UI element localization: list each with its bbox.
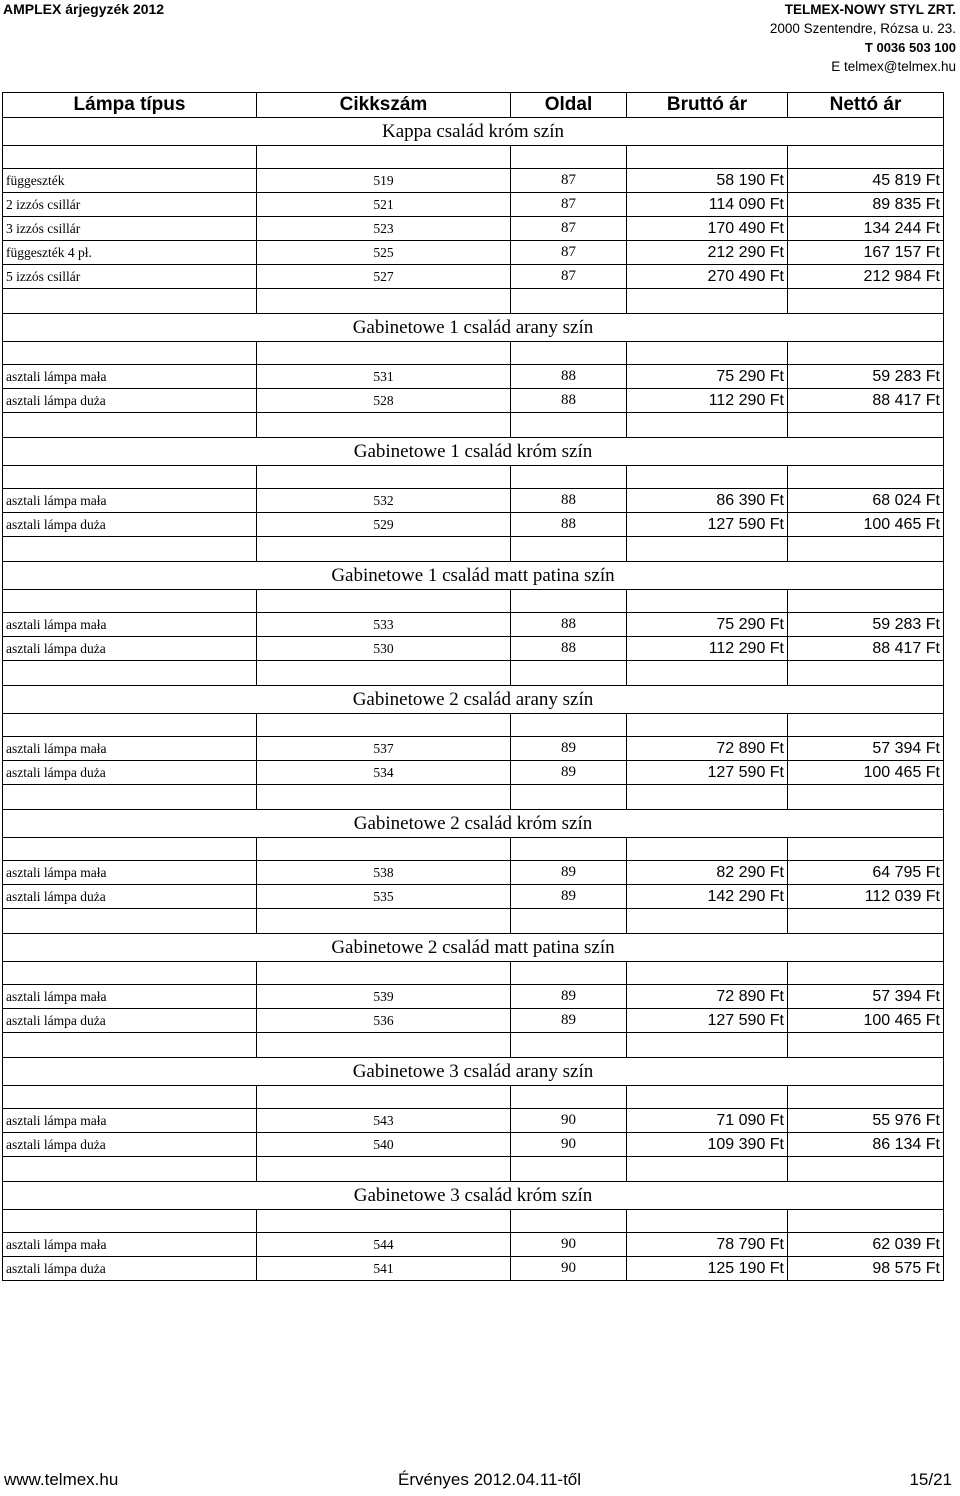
empty-cell [627, 590, 788, 613]
empty-cell [627, 838, 788, 861]
item-code: 537 [257, 737, 511, 761]
spacer-row [3, 1086, 944, 1109]
table-row [3, 1009, 944, 1033]
item-code: 531 [257, 365, 511, 389]
empty-cell [3, 1157, 257, 1182]
gross-price: 114 090 Ft [627, 193, 788, 217]
empty-cell [511, 785, 627, 810]
spacer-row [3, 590, 944, 613]
lamp-type: 2 izzós csillár [3, 193, 257, 217]
spacer-row [3, 785, 944, 810]
group-title-row [3, 438, 944, 466]
empty-cell [257, 785, 511, 810]
empty-cell [627, 1033, 788, 1058]
net-price: 98 575 Ft [788, 1257, 944, 1281]
empty-cell [788, 466, 944, 489]
empty-cell [257, 838, 511, 861]
price-table [2, 92, 944, 1281]
group-title: Kappa család króm szín [3, 118, 944, 146]
net-price: 86 134 Ft [788, 1133, 944, 1157]
empty-cell [511, 838, 627, 861]
empty-cell [627, 537, 788, 562]
table-row [3, 265, 944, 289]
lamp-type: asztali lámpa mała [3, 1109, 257, 1133]
empty-cell [788, 537, 944, 562]
item-code: 528 [257, 389, 511, 413]
spacer-row [3, 413, 944, 438]
lamp-type: asztali lámpa mała [3, 985, 257, 1009]
spacer-row [3, 537, 944, 562]
group-title-row [3, 810, 944, 838]
table-row [3, 1257, 944, 1281]
empty-cell [3, 1033, 257, 1058]
item-code: 536 [257, 1009, 511, 1033]
empty-cell [511, 146, 627, 169]
empty-cell [788, 146, 944, 169]
empty-cell [788, 590, 944, 613]
catalog-page: 88 [511, 365, 627, 389]
gross-price: 127 590 Ft [627, 1009, 788, 1033]
column-header-type: Lámpa típus [3, 93, 257, 118]
net-price: 100 465 Ft [788, 1009, 944, 1033]
group-title-row [3, 1058, 944, 1086]
catalog-page: 87 [511, 241, 627, 265]
empty-cell [3, 1210, 257, 1233]
empty-cell [257, 1086, 511, 1109]
empty-cell [788, 1157, 944, 1182]
net-price: 212 984 Ft [788, 265, 944, 289]
empty-cell [257, 146, 511, 169]
empty-cell [511, 342, 627, 365]
net-price: 100 465 Ft [788, 761, 944, 785]
empty-cell [788, 661, 944, 686]
group-title-row [3, 1182, 944, 1210]
gross-price: 82 290 Ft [627, 861, 788, 885]
empty-cell [627, 1157, 788, 1182]
empty-cell [257, 289, 511, 314]
spacer-row [3, 146, 944, 169]
empty-cell [257, 1157, 511, 1182]
gross-price: 71 090 Ft [627, 1109, 788, 1133]
empty-cell [3, 962, 257, 985]
catalog-page: 89 [511, 861, 627, 885]
catalog-page: 90 [511, 1133, 627, 1157]
net-price: 64 795 Ft [788, 861, 944, 885]
catalog-page: 89 [511, 737, 627, 761]
item-code: 544 [257, 1233, 511, 1257]
company-block [656, 0, 956, 76]
empty-cell [627, 1210, 788, 1233]
lamp-type: asztali lámpa duża [3, 1133, 257, 1157]
group-title: Gabinetowe 3 család arany szín [3, 1058, 944, 1086]
item-code: 534 [257, 761, 511, 785]
empty-cell [627, 909, 788, 934]
empty-cell [627, 714, 788, 737]
empty-cell [511, 909, 627, 934]
lamp-type: függeszték [3, 169, 257, 193]
gross-price: 212 290 Ft [627, 241, 788, 265]
empty-cell [511, 1086, 627, 1109]
gross-price: 112 290 Ft [627, 389, 788, 413]
table-body [3, 118, 944, 1281]
group-title-row [3, 562, 944, 590]
item-code: 525 [257, 241, 511, 265]
item-code: 538 [257, 861, 511, 885]
item-code: 529 [257, 513, 511, 537]
lamp-type: asztali lámpa duża [3, 637, 257, 661]
table-row [3, 637, 944, 661]
spacer-row [3, 466, 944, 489]
lamp-type: asztali lámpa mała [3, 861, 257, 885]
lamp-type: asztali lámpa duża [3, 513, 257, 537]
net-price: 62 039 Ft [788, 1233, 944, 1257]
empty-cell [788, 289, 944, 314]
empty-cell [788, 342, 944, 365]
empty-cell [3, 714, 257, 737]
spacer-row [3, 661, 944, 686]
empty-cell [788, 1033, 944, 1058]
net-price: 57 394 Ft [788, 985, 944, 1009]
empty-cell [3, 661, 257, 686]
lamp-type: asztali lámpa mała [3, 365, 257, 389]
catalog-page: 88 [511, 513, 627, 537]
spacer-row [3, 1210, 944, 1233]
spacer-row [3, 962, 944, 985]
catalog-page: 87 [511, 265, 627, 289]
item-code: 532 [257, 489, 511, 513]
net-price: 100 465 Ft [788, 513, 944, 537]
empty-cell [511, 537, 627, 562]
column-header-gross: Bruttó ár [627, 93, 788, 118]
group-title: Gabinetowe 2 család arany szín [3, 686, 944, 714]
empty-cell [511, 1033, 627, 1058]
empty-cell [511, 590, 627, 613]
empty-cell [627, 413, 788, 438]
net-price: 68 024 Ft [788, 489, 944, 513]
group-title: Gabinetowe 2 család matt patina szín [3, 934, 944, 962]
empty-cell [257, 537, 511, 562]
group-title-row [3, 314, 944, 342]
item-code: 539 [257, 985, 511, 1009]
item-code: 535 [257, 885, 511, 909]
item-code: 540 [257, 1133, 511, 1157]
catalog-page: 87 [511, 193, 627, 217]
table-row [3, 241, 944, 265]
item-code: 527 [257, 265, 511, 289]
gross-price: 86 390 Ft [627, 489, 788, 513]
lamp-type: asztali lámpa duża [3, 761, 257, 785]
net-price: 89 835 Ft [788, 193, 944, 217]
catalog-page: 89 [511, 1009, 627, 1033]
group-title-row [3, 934, 944, 962]
empty-cell [3, 785, 257, 810]
table-row [3, 365, 944, 389]
empty-cell [627, 1086, 788, 1109]
lamp-type: asztali lámpa duża [3, 389, 257, 413]
item-code: 543 [257, 1109, 511, 1133]
gross-price: 125 190 Ft [627, 1257, 788, 1281]
group-title-row [3, 118, 944, 146]
catalog-page: 88 [511, 637, 627, 661]
lamp-type: asztali lámpa mała [3, 737, 257, 761]
empty-cell [627, 146, 788, 169]
gross-price: 72 890 Ft [627, 985, 788, 1009]
group-title-row [3, 686, 944, 714]
net-price: 57 394 Ft [788, 737, 944, 761]
empty-cell [788, 1210, 944, 1233]
empty-cell [627, 962, 788, 985]
gross-price: 58 190 Ft [627, 169, 788, 193]
lamp-type: függeszték 4 pł. [3, 241, 257, 265]
empty-cell [627, 466, 788, 489]
net-price: 59 283 Ft [788, 365, 944, 389]
column-header-code: Cikkszám [257, 93, 511, 118]
empty-cell [627, 342, 788, 365]
spacer-row [3, 714, 944, 737]
document-title: AMPLEX árjegyzék 2012 [3, 1, 165, 17]
net-price: 88 417 Ft [788, 389, 944, 413]
empty-cell [788, 909, 944, 934]
footer-validity: Érvényes 2012.04.11-től [398, 1470, 582, 1489]
table-row [3, 1233, 944, 1257]
group-title: Gabinetowe 1 család arany szín [3, 314, 944, 342]
gross-price: 270 490 Ft [627, 265, 788, 289]
empty-cell [3, 466, 257, 489]
empty-cell [788, 838, 944, 861]
empty-cell [257, 661, 511, 686]
empty-cell [3, 413, 257, 438]
net-price: 112 039 Ft [788, 885, 944, 909]
item-code: 533 [257, 613, 511, 637]
page-footer [0, 1470, 960, 1496]
table-row [3, 985, 944, 1009]
column-header-page: Oldal [511, 93, 627, 118]
table-row [3, 1109, 944, 1133]
gross-price: 75 290 Ft [627, 365, 788, 389]
empty-cell [511, 962, 627, 985]
empty-cell [3, 342, 257, 365]
group-title: Gabinetowe 3 család króm szín [3, 1182, 944, 1210]
group-title: Gabinetowe 1 család króm szín [3, 438, 944, 466]
spacer-row [3, 838, 944, 861]
empty-cell [511, 714, 627, 737]
catalog-page: 88 [511, 389, 627, 413]
empty-cell [3, 289, 257, 314]
lamp-type: asztali lámpa duża [3, 1257, 257, 1281]
footer-page-number: 15/21 [909, 1470, 952, 1489]
spacer-row [3, 289, 944, 314]
empty-cell [788, 1086, 944, 1109]
empty-cell [3, 1086, 257, 1109]
empty-cell [257, 590, 511, 613]
group-title: Gabinetowe 1 család matt patina szín [3, 562, 944, 590]
table-row [3, 513, 944, 537]
empty-cell [511, 1157, 627, 1182]
lamp-type: 5 izzós csillár [3, 265, 257, 289]
catalog-page: 88 [511, 613, 627, 637]
empty-cell [511, 289, 627, 314]
table-row [3, 737, 944, 761]
catalog-page: 87 [511, 217, 627, 241]
company-email: E telmex@telmex.hu [831, 59, 956, 74]
item-code: 519 [257, 169, 511, 193]
empty-cell [257, 1033, 511, 1058]
table-row [3, 613, 944, 637]
table-row [3, 169, 944, 193]
table-row [3, 217, 944, 241]
lamp-type: 3 izzós csillár [3, 217, 257, 241]
net-price: 167 157 Ft [788, 241, 944, 265]
empty-cell [257, 714, 511, 737]
table-row [3, 193, 944, 217]
net-price: 45 819 Ft [788, 169, 944, 193]
catalog-page: 89 [511, 885, 627, 909]
table-row [3, 861, 944, 885]
empty-cell [627, 289, 788, 314]
spacer-row [3, 909, 944, 934]
catalog-page: 89 [511, 761, 627, 785]
catalog-page: 88 [511, 489, 627, 513]
empty-cell [257, 466, 511, 489]
empty-cell [511, 1210, 627, 1233]
gross-price: 112 290 Ft [627, 637, 788, 661]
item-code: 523 [257, 217, 511, 241]
empty-cell [3, 909, 257, 934]
empty-cell [257, 413, 511, 438]
gross-price: 75 290 Ft [627, 613, 788, 637]
net-price: 88 417 Ft [788, 637, 944, 661]
item-code: 521 [257, 193, 511, 217]
empty-cell [3, 537, 257, 562]
empty-cell [3, 590, 257, 613]
empty-cell [788, 962, 944, 985]
catalog-page: 90 [511, 1257, 627, 1281]
table-row [3, 885, 944, 909]
empty-cell [788, 413, 944, 438]
lamp-type: asztali lámpa mała [3, 489, 257, 513]
spacer-row [3, 342, 944, 365]
footer-website: www.telmex.hu [4, 1470, 119, 1489]
spacer-row [3, 1033, 944, 1058]
net-price: 55 976 Ft [788, 1109, 944, 1133]
catalog-page: 90 [511, 1109, 627, 1133]
lamp-type: asztali lámpa mała [3, 1233, 257, 1257]
empty-cell [257, 909, 511, 934]
empty-cell [3, 838, 257, 861]
gross-price: 72 890 Ft [627, 737, 788, 761]
gross-price: 127 590 Ft [627, 761, 788, 785]
item-code: 530 [257, 637, 511, 661]
table-row [3, 1133, 944, 1157]
table-row [3, 761, 944, 785]
catalog-page: 87 [511, 169, 627, 193]
lamp-type: asztali lámpa duża [3, 885, 257, 909]
empty-cell [788, 714, 944, 737]
lamp-type: asztali lámpa duża [3, 1009, 257, 1033]
empty-cell [511, 661, 627, 686]
empty-cell [627, 785, 788, 810]
empty-cell [257, 342, 511, 365]
gross-price: 109 390 Ft [627, 1133, 788, 1157]
empty-cell [627, 661, 788, 686]
net-price: 59 283 Ft [788, 613, 944, 637]
catalog-page: 90 [511, 1233, 627, 1257]
empty-cell [257, 1210, 511, 1233]
company-phone: T 0036 503 100 [864, 40, 956, 55]
gross-price: 142 290 Ft [627, 885, 788, 909]
catalog-page: 89 [511, 985, 627, 1009]
table-row [3, 489, 944, 513]
company-name: TELMEX-NOWY STYL ZRT. [784, 2, 956, 17]
empty-cell [511, 413, 627, 438]
net-price: 134 244 Ft [788, 217, 944, 241]
lamp-type: asztali lámpa mała [3, 613, 257, 637]
empty-cell [788, 785, 944, 810]
empty-cell [511, 466, 627, 489]
item-code: 541 [257, 1257, 511, 1281]
table-header-row [3, 93, 944, 118]
column-header-net: Nettó ár [788, 93, 944, 118]
empty-cell [257, 962, 511, 985]
spacer-row [3, 1157, 944, 1182]
table-row [3, 389, 944, 413]
group-title: Gabinetowe 2 család króm szín [3, 810, 944, 838]
empty-cell [3, 146, 257, 169]
gross-price: 127 590 Ft [627, 513, 788, 537]
gross-price: 78 790 Ft [627, 1233, 788, 1257]
company-address: 2000 Szentendre, Rózsa u. 23. [769, 21, 956, 36]
gross-price: 170 490 Ft [627, 217, 788, 241]
